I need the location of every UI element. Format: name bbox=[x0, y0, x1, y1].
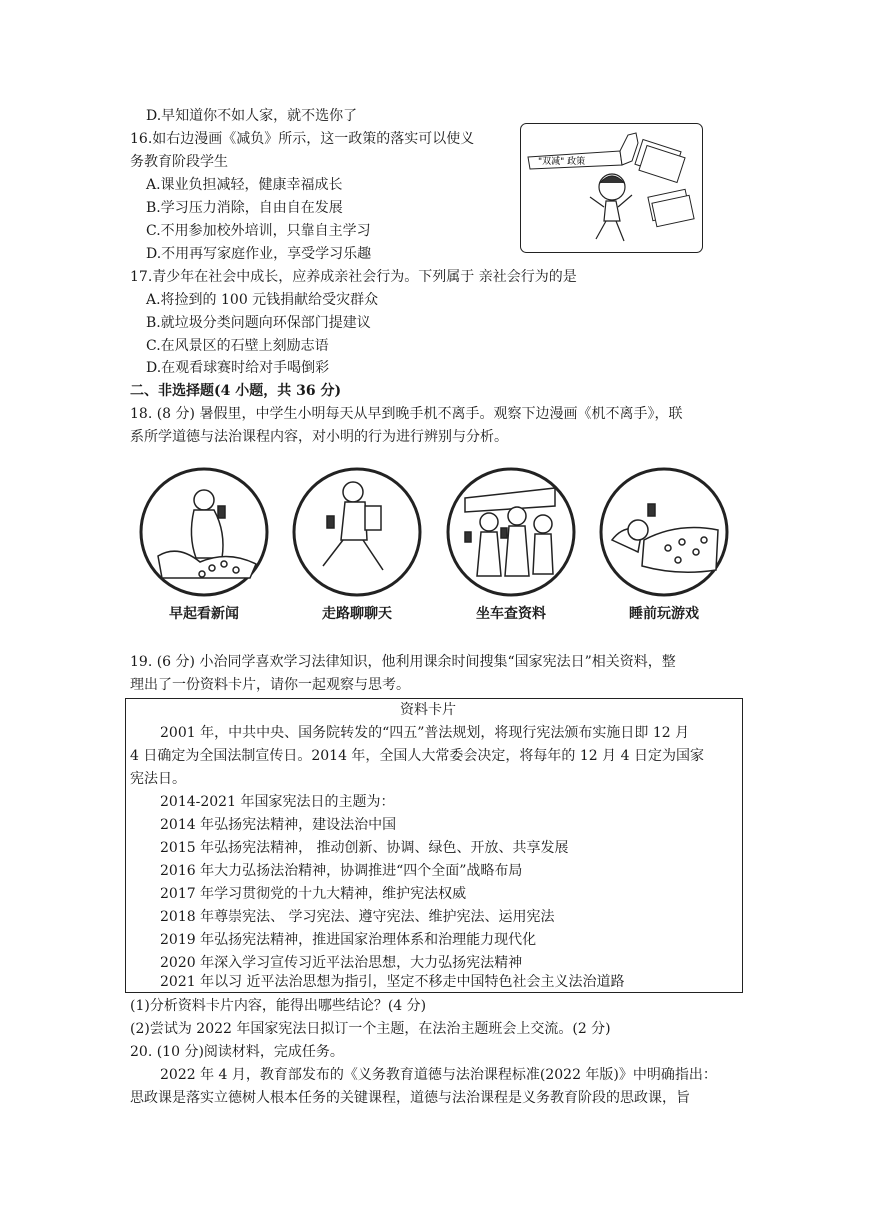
material-card-themes-intro: 2014-2021 年国家宪法日的主题为： bbox=[160, 794, 395, 810]
theme-2018: 2018 年尊崇宪法、 学习宪法、遵守宪法、维护宪法、运用宪法 bbox=[160, 909, 555, 925]
material-card-para-line3: 宪法日。 bbox=[130, 771, 186, 787]
q17-stem: 17.青少年在社会中成长，应养成亲社会行为。下列属于 亲社会行为的是 bbox=[130, 269, 577, 285]
section-2-heading: 二、非选择题(4 小题，共 36 分) bbox=[130, 383, 342, 399]
q18-stem-line2: 系所学道德与法治课程内容，对小明的行为进行辨别与分析。 bbox=[130, 429, 508, 445]
q20-material-line2: 思政课是落实立德树人根本任务的关键课程，道德与法治课程是义务教育阶段的思政课，旨 bbox=[130, 1090, 690, 1106]
material-card-para-line2: 4 日确定为全国法制宣传日。2014 年，全国人大常委会决定，将每年的 12 月 4 日定为国家 bbox=[130, 748, 704, 764]
theme-2016: 2016 年大力弘扬法治精神，协调推进“四个全面”战略布局 bbox=[160, 863, 523, 879]
q18-panel-caption-3: 坐车查资料 bbox=[476, 606, 546, 622]
q20-material-line1: 2022 年 4 月，教育部发布的《义务教育道德与法治课程标准(2022 年版)》中明确指出： bbox=[160, 1067, 717, 1083]
material-card-para-line1: 2001 年，中共中央、国务院转发的“四五”普法规划，将现行宪法颁布实施日即 12 月 bbox=[160, 725, 690, 741]
theme-2015: 2015 年弘扬宪法精神， 推动创新、协调、绿色、开放、共享发展 bbox=[160, 840, 569, 856]
q18-cartoon-panel-2 bbox=[291, 466, 423, 598]
q16-stem-line2: 务教育阶段学生 bbox=[130, 154, 228, 170]
q17-option-d: D.在观看球赛时给对手喝倒彩 bbox=[146, 360, 330, 376]
q16-cartoon-label: "双减" 政策 bbox=[538, 157, 586, 167]
q17-option-a: A.将捡到的 100 元钱捐献给受灾群众 bbox=[146, 292, 379, 308]
theme-2017: 2017 年学习贯彻党的十九大精神，维护宪法权威 bbox=[160, 886, 467, 902]
q16-option-a: A.课业负担减轻，健康幸福成长 bbox=[146, 177, 343, 193]
q20-stem: 20. (10 分)阅读材料，完成任务。 bbox=[130, 1044, 344, 1060]
q19-stem-line2: 理出了一份资料卡片，请你一起观察与思考。 bbox=[130, 677, 410, 693]
q18-panel-caption-1: 早起看新闻 bbox=[169, 606, 239, 622]
theme-2021: 2021 年以习 近平法治思想为指引，坚定不移走中国特色社会主义法治道路 bbox=[160, 974, 625, 990]
q18-cartoon-panel-4 bbox=[598, 466, 730, 598]
theme-2020: 2020 年深入学习宣传习近平法治思想，大力弘扬宪法精神 bbox=[160, 955, 523, 971]
q18-panel-caption-4: 睡前玩游戏 bbox=[629, 606, 699, 622]
q16-option-d: D.不用再写家庭作业，享受学习乐趣 bbox=[146, 246, 372, 262]
q19-subquestion-2: (2)尝试为 2022 年国家宪法日拟订一个主题，在法治主题班会上交流。(2 分) bbox=[130, 1021, 611, 1037]
q19-stem-line1: 19. (6 分) 小治同学喜欢学习法律知识，他利用课余时间搜集“国家宪法日”相关资料，整 bbox=[130, 654, 676, 670]
q17-option-b: B.就垃圾分类问题向环保部门提建议 bbox=[146, 315, 371, 331]
theme-2014: 2014 年弘扬宪法精神，建设法治中国 bbox=[160, 817, 397, 833]
q16-stem-line1: 16.如右边漫画《减负》所示，这一政策的落实可以使义 bbox=[130, 131, 475, 147]
q18-cartoon-panel-3 bbox=[445, 466, 577, 598]
q18-stem-line1: 18. (8 分) 暑假里，中学生小明每天从早到晚手机不离手。观察下边漫画《机不离手》，联 bbox=[130, 406, 683, 422]
material-card-title: 资料卡片 bbox=[400, 702, 456, 718]
q15-option-d: D.早知道你不如人家，就不选你了 bbox=[146, 108, 358, 124]
q18-panel-caption-2: 走路聊聊天 bbox=[322, 606, 392, 622]
q17-option-c: C.在风景区的石壁上刻励志语 bbox=[146, 338, 329, 354]
q19-subquestion-1: (1)分析资料卡片内容，能得出哪些结论？(4 分) bbox=[130, 998, 427, 1014]
q16-cartoon-image bbox=[520, 123, 703, 253]
q16-option-b: B.学习压力消除，自由自在发展 bbox=[146, 200, 343, 216]
q18-cartoon-panel-1 bbox=[138, 466, 270, 598]
theme-2019: 2019 年弘扬宪法精神，推进国家治理体系和治理能力现代化 bbox=[160, 932, 537, 948]
q16-option-c: C.不用参加校外培训，只靠自主学习 bbox=[146, 223, 371, 239]
